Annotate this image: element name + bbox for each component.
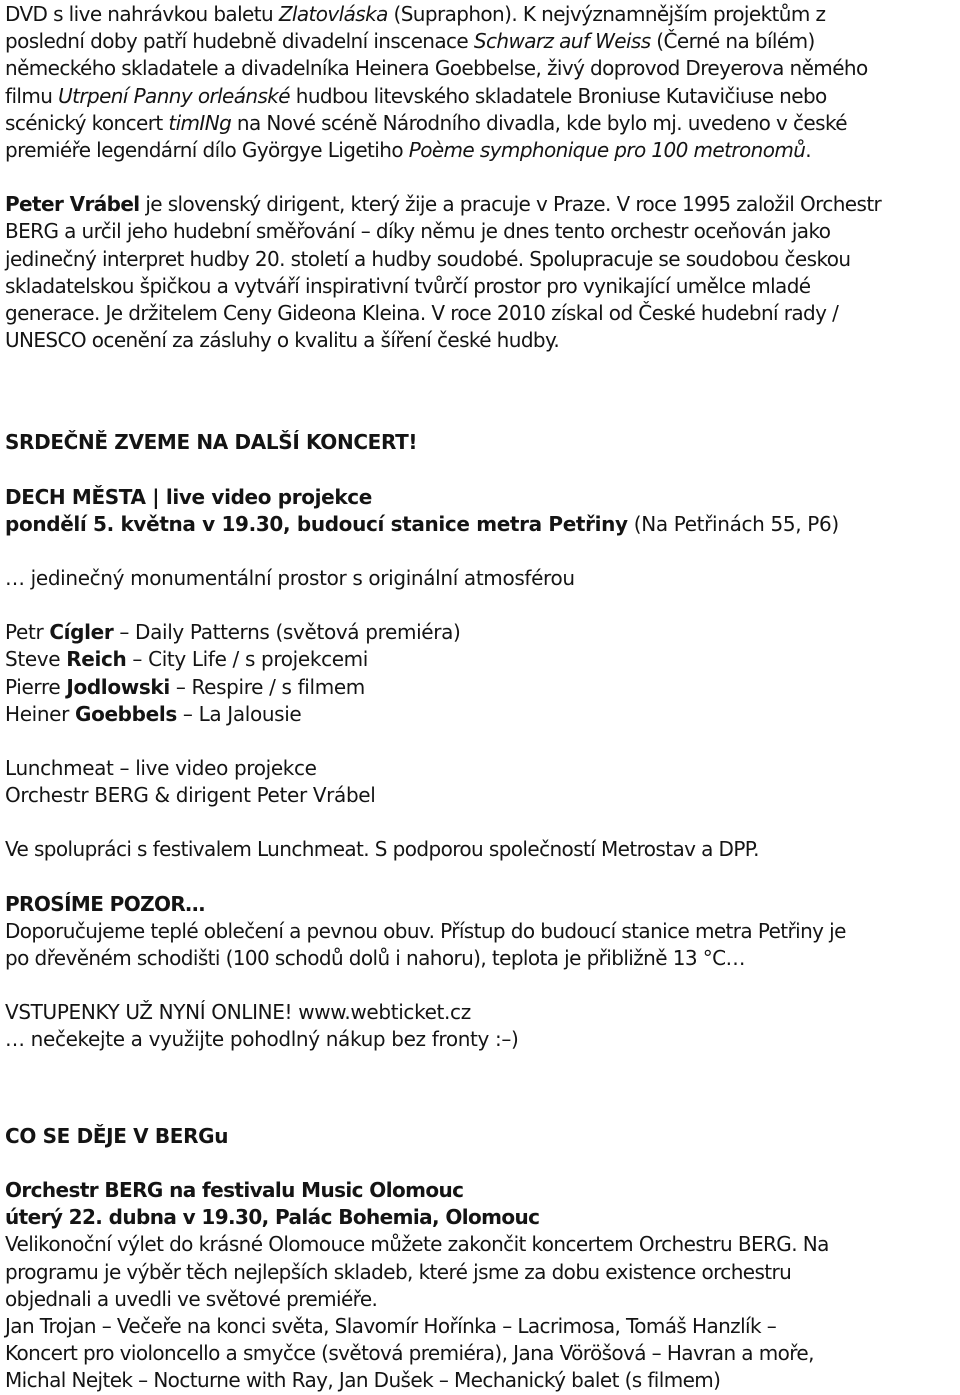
- tickets: [5, 999, 957, 1053]
- event-program-line: Jan Trojan – Večeře na konci světa, Slavomír Hořínka – Lacrimosa, Tomáš Hanzlík –: [5, 1313, 777, 1338]
- composer-last-name: Goebbels: [75, 701, 177, 726]
- document-page: [5, 0, 957, 1395]
- intro-line: [5, 83, 957, 110]
- concert-title: DECH MĚSTA | live video projekce: [5, 484, 373, 509]
- performers: [5, 755, 957, 809]
- spacer: [5, 164, 957, 191]
- event-program-line: Michal Nejtek – Nocturne with Ray, Jan Dušek – Mechanický balet (s filmem): [5, 1368, 721, 1393]
- tickets-line: VSTUPENKY UŽ NYNÍ ONLINE! www.webticket.cz: [5, 1000, 471, 1025]
- intro-line: [5, 110, 957, 137]
- intro-line: [5, 28, 957, 55]
- work-name: – City Life / s projekcemi: [126, 647, 369, 672]
- text-run: DVD s live nahrávkou baletu: [5, 2, 279, 26]
- work-title: Schwarz auf Weiss: [473, 29, 651, 54]
- program-list: [5, 619, 957, 728]
- bio-line: generace. Je držitelem Ceny Gideona Kleina. V roce 2010 získal od České hudební rady /: [5, 301, 839, 326]
- bio-line: BERG a určil jeho hudební směřování – díky němu je dnes tento orchestr oceňován jako: [5, 219, 831, 244]
- text-run: na Nové scéně Národního divadla, kde bylo mj. uvedeno v české: [231, 110, 847, 135]
- spacer: [5, 1102, 957, 1123]
- work-title: Utrpení Panny orleánské: [58, 83, 290, 108]
- composer-first-name: Heiner: [5, 701, 76, 726]
- spacer: [5, 1054, 957, 1102]
- partners-text: Ve spolupráci s festivalem Lunchmeat. S podporou společností Metrostav a DPP.: [5, 837, 759, 862]
- text-run: je slovenský dirigent, který žije a pracuje v Praze. V roce 1995 založil Orchestr: [139, 192, 882, 217]
- invite-heading: [5, 429, 957, 456]
- composer-first-name: Steve: [5, 647, 67, 672]
- bio-line: [5, 191, 957, 218]
- spacer: [5, 972, 957, 999]
- invite-heading-text: SRDEČNĚ ZVEME NA DALŠÍ KONCERT!: [5, 430, 418, 455]
- event-description-line: objednali a uvedli ve světové premiéře.: [5, 1286, 378, 1311]
- work-name: – La Jalousie: [176, 701, 302, 726]
- event-program-line: Koncert pro violoncello a smyčce (světová premiéra), Jana Vöröšová – Havran a moře,: [5, 1341, 814, 1366]
- concert-date: pondělí 5. května v 19.30, budoucí stanice metra Petřiny: [5, 511, 628, 536]
- text-run: scénický koncert: [5, 110, 169, 135]
- notice-line: Doporučujeme teplé oblečení a pevnou obuv. Přístup do budoucí stanice metra Petřiny je: [5, 918, 846, 943]
- intro-line: [5, 137, 957, 164]
- notice-line: po dřevěném schodišti (100 schodů dolů i nahoru), teplota je přibližně 13 °C…: [5, 946, 745, 971]
- performer-line: Lunchmeat – live video projekce: [5, 756, 317, 781]
- text-run: poslední doby patří hudebně divadelní inscenace: [5, 29, 474, 54]
- text-run: premiéře legendární dílo Györgye Ligetiho: [5, 138, 409, 163]
- spacer: [5, 457, 957, 484]
- event-description-line: Velikonoční výlet do krásné Olomouce můžete zakončit koncertem Orchestru BERG. Na: [5, 1232, 829, 1257]
- composer-last-name: Jodlowski: [66, 674, 170, 699]
- text-run: (Supraphon). K nejvýznamnějším projektům z: [387, 2, 826, 26]
- program-item: [5, 701, 957, 728]
- spacer: [5, 402, 957, 429]
- intro-line: německého skladatele a divadelníka Heinera Goebbelse, živý doprovod Dreyerova němého: [5, 56, 868, 81]
- spacer: [5, 538, 957, 565]
- notice-heading: PROSÍME POZOR…: [5, 891, 205, 916]
- composer-last-name: Reich: [66, 647, 127, 672]
- composer-last-name: Cígler: [49, 620, 114, 645]
- spacer: [5, 864, 957, 891]
- concert-address: (Na Petřinách 55, P6): [627, 511, 839, 536]
- event-description-line: programu je výběr těch nejlepších skladeb, které jsme za dobu existence orchestru: [5, 1259, 792, 1284]
- notice: [5, 891, 957, 973]
- concert-header: [5, 484, 957, 538]
- work-title: Poème symphonique pro 100 metronomů: [408, 138, 806, 163]
- spacer: [5, 728, 957, 755]
- bio-paragraph: [5, 191, 957, 354]
- text-run: hudbou litevského skladatele Broniuse Kutavičiuse nebo: [290, 83, 827, 108]
- bio-line: jedinečný interpret hudby 20. století a hudby soudobé. Spolupracuje se soudobou českou: [5, 246, 851, 271]
- text-run: .: [805, 138, 812, 163]
- program-item: [5, 619, 957, 646]
- spacer: [5, 809, 957, 836]
- text-run: filmu: [5, 83, 59, 108]
- composer-first-name: Petr: [5, 620, 50, 645]
- concert-tagline: [5, 565, 957, 592]
- tickets-line: … nečekejte a využijte pohodlný nákup bez fronty :–): [5, 1027, 519, 1052]
- performer-line: Orchestr BERG & dirigent Peter Vrábel: [5, 783, 376, 808]
- spacer: [5, 354, 957, 402]
- partners: [5, 836, 957, 863]
- work-name: – Daily Patterns (světová premiéra): [113, 620, 461, 645]
- tagline-text: … jedinečný monumentální prostor s originální atmosférou: [5, 566, 575, 591]
- spacer: [5, 1150, 957, 1177]
- composer-first-name: Pierre: [5, 674, 67, 699]
- event-date: úterý 22. dubna v 19.30, Palác Bohemia, Olomouc: [5, 1205, 540, 1230]
- intro-line: [5, 1, 957, 28]
- text-run: (Černé na bílém): [650, 29, 815, 54]
- work-title: Zlatovláska: [278, 2, 388, 26]
- concert-date-line: [5, 511, 957, 538]
- news-heading-text: CO SE DĚJE V BERGu: [5, 1123, 229, 1148]
- program-item: [5, 674, 957, 701]
- bio-line: UNESCO ocenění za zásluhy o kvalitu a šíření české hudby.: [5, 328, 560, 353]
- news-event: [5, 1177, 957, 1395]
- bio-line: skladatelskou špičkou a vytváří inspirativní tvůrčí prostor pro vynikající umělce mladé: [5, 273, 811, 298]
- spacer: [5, 592, 957, 619]
- news-heading: [5, 1123, 957, 1150]
- event-title: Orchestr BERG na festivalu Music Olomouc: [5, 1177, 464, 1202]
- conductor-name: Peter Vrábel: [5, 192, 140, 217]
- intro-paragraph: [5, 1, 957, 164]
- work-name: – Respire / s filmem: [169, 674, 365, 699]
- work-title: timINg: [168, 110, 232, 135]
- program-item: [5, 646, 957, 673]
